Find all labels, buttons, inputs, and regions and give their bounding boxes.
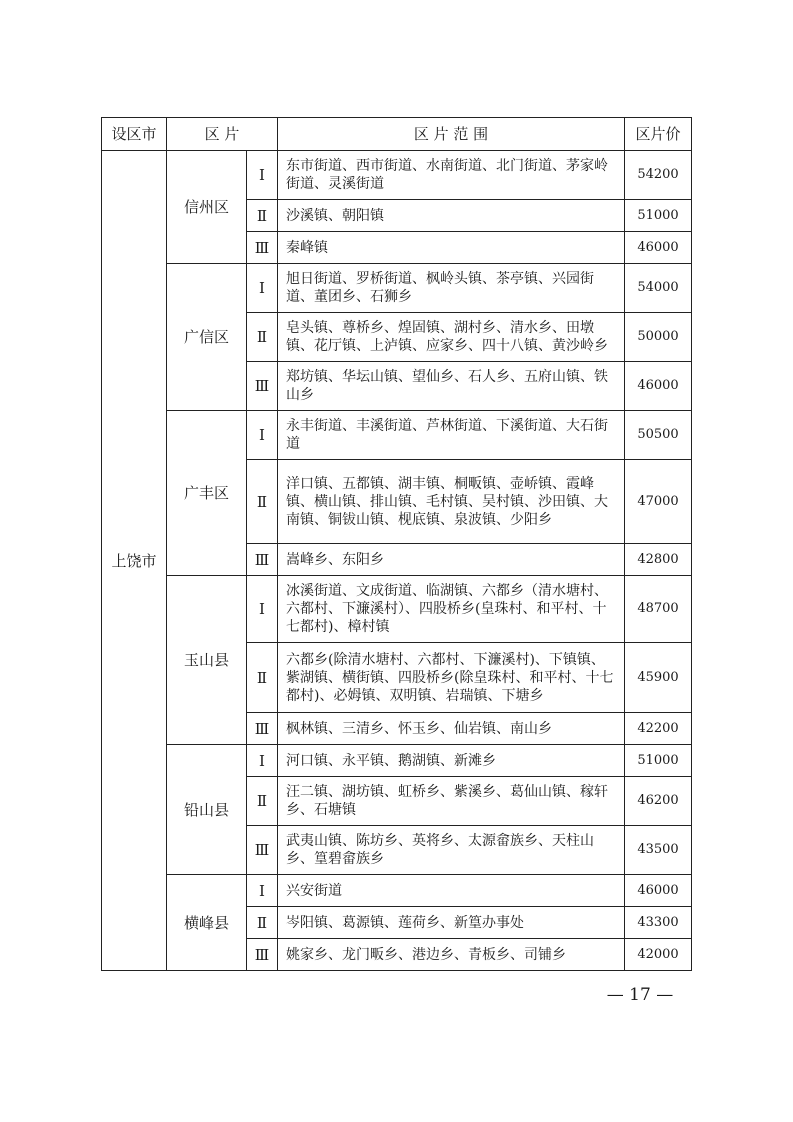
zone-level-cell: Ⅰ [247, 875, 278, 907]
table-row [102, 875, 692, 907]
zone-range-cell: 嵩峰乡、东阳乡 [278, 544, 625, 576]
header-district: 区 片 [167, 118, 278, 151]
header-price: 区片价 [625, 118, 692, 151]
table-body [102, 151, 692, 971]
header-city: 设区市 [102, 118, 167, 151]
district-cell: 广丰区 [167, 411, 247, 576]
table-row [102, 264, 692, 313]
table-row [102, 411, 692, 460]
zone-level-cell: Ⅲ [247, 826, 278, 875]
table-row [102, 745, 692, 777]
district-cell: 信州区 [167, 151, 247, 264]
zone-range-cell: 汪二镇、湖坊镇、虹桥乡、紫溪乡、葛仙山镇、稼轩乡、石塘镇 [278, 777, 625, 826]
zone-price-cell: 42200 [625, 713, 692, 745]
zone-range-cell: 郑坊镇、华坛山镇、望仙乡、石人乡、五府山镇、铁山乡 [278, 362, 625, 411]
zone-range-cell: 河口镇、永平镇、鹅湖镇、新滩乡 [278, 745, 625, 777]
zone-range-cell: 洋口镇、五都镇、湖丰镇、桐畈镇、壶峤镇、霞峰镇、横山镇、排山镇、毛村镇、吴村镇、沙田镇、大南镇、铜钹山镇、枧底镇、泉波镇、少阳乡 [278, 460, 625, 544]
zone-level-cell: Ⅰ [247, 745, 278, 777]
header-range: 区 片 范 围 [278, 118, 625, 151]
zone-price-cell: 46000 [625, 875, 692, 907]
zone-level-cell: Ⅱ [247, 777, 278, 826]
zone-range-cell: 岑阳镇、葛源镇、莲荷乡、新篁办事处 [278, 907, 625, 939]
zone-price-cell: 46000 [625, 362, 692, 411]
zone-range-cell: 兴安街道 [278, 875, 625, 907]
zone-range-cell: 六都乡(除清水塘村、六都村、下濂溪村)、下镇镇、紫湖镇、横街镇、四股桥乡(除皇珠村、和平村、十七都村)、必姆镇、双明镇、岩瑞镇、下塘乡 [278, 643, 625, 713]
table-row [102, 576, 692, 643]
zone-level-cell: Ⅲ [247, 232, 278, 264]
zone-range-cell: 东市街道、西市街道、水南街道、北门街道、茅家岭街道、灵溪街道 [278, 151, 625, 200]
zone-price-cell: 45900 [625, 643, 692, 713]
zone-level-cell: Ⅰ [247, 264, 278, 313]
zone-price-cell: 54000 [625, 264, 692, 313]
zone-price-cell: 47000 [625, 460, 692, 544]
zone-level-cell: Ⅱ [247, 460, 278, 544]
zone-price-cell: 48700 [625, 576, 692, 643]
district-cell: 广信区 [167, 264, 247, 411]
zone-price-cell: 50000 [625, 313, 692, 362]
zone-level-cell: Ⅲ [247, 713, 278, 745]
zone-level-cell: Ⅲ [247, 544, 278, 576]
zone-range-cell: 枫林镇、三清乡、怀玉乡、仙岩镇、南山乡 [278, 713, 625, 745]
zone-price-cell: 42800 [625, 544, 692, 576]
zone-price-cell: 51000 [625, 745, 692, 777]
zone-range-cell: 武夷山镇、陈坊乡、英将乡、太源畲族乡、天柱山乡、篁碧畲族乡 [278, 826, 625, 875]
zone-price-cell: 46200 [625, 777, 692, 826]
zone-price-cell: 50500 [625, 411, 692, 460]
zone-level-cell: Ⅰ [247, 151, 278, 200]
city-cell: 上饶市 [102, 151, 167, 971]
zone-range-cell: 永丰街道、丰溪街道、芦林街道、下溪街道、大石街道 [278, 411, 625, 460]
zone-range-cell: 秦峰镇 [278, 232, 625, 264]
zone-range-cell: 姚家乡、龙门畈乡、港边乡、青板乡、司铺乡 [278, 939, 625, 971]
zone-price-cell: 43300 [625, 907, 692, 939]
zone-level-cell: Ⅱ [247, 313, 278, 362]
zone-level-cell: Ⅰ [247, 411, 278, 460]
district-cell: 玉山县 [167, 576, 247, 745]
zone-range-cell: 沙溪镇、朝阳镇 [278, 200, 625, 232]
zone-price-cell: 51000 [625, 200, 692, 232]
land-price-table [101, 117, 692, 971]
zone-price-cell: 42000 [625, 939, 692, 971]
district-cell: 铅山县 [167, 745, 247, 875]
zone-level-cell: Ⅰ [247, 576, 278, 643]
zone-range-cell: 皂头镇、尊桥乡、煌固镇、湖村乡、清水乡、田墩镇、花厅镇、上泸镇、应家乡、四十八镇、黄沙岭乡 [278, 313, 625, 362]
table-header-row [102, 118, 692, 151]
table-row [102, 151, 692, 200]
district-cell: 横峰县 [167, 875, 247, 971]
zone-level-cell: Ⅱ [247, 643, 278, 713]
zone-level-cell: Ⅲ [247, 939, 278, 971]
zone-level-cell: Ⅲ [247, 362, 278, 411]
zone-range-cell: 冰溪街道、文成街道、临湖镇、六都乡（清水塘村、六都村、下濂溪村）、四股桥乡(皇珠村、和平村、十七都村)、樟村镇 [278, 576, 625, 643]
zone-level-cell: Ⅱ [247, 907, 278, 939]
zone-price-cell: 46000 [625, 232, 692, 264]
page-number: — 17 — [606, 985, 674, 1005]
zone-level-cell: Ⅱ [247, 200, 278, 232]
zone-price-cell: 54200 [625, 151, 692, 200]
zone-price-cell: 43500 [625, 826, 692, 875]
zone-range-cell: 旭日街道、罗桥街道、枫岭头镇、茶亭镇、兴园街道、董团乡、石狮乡 [278, 264, 625, 313]
